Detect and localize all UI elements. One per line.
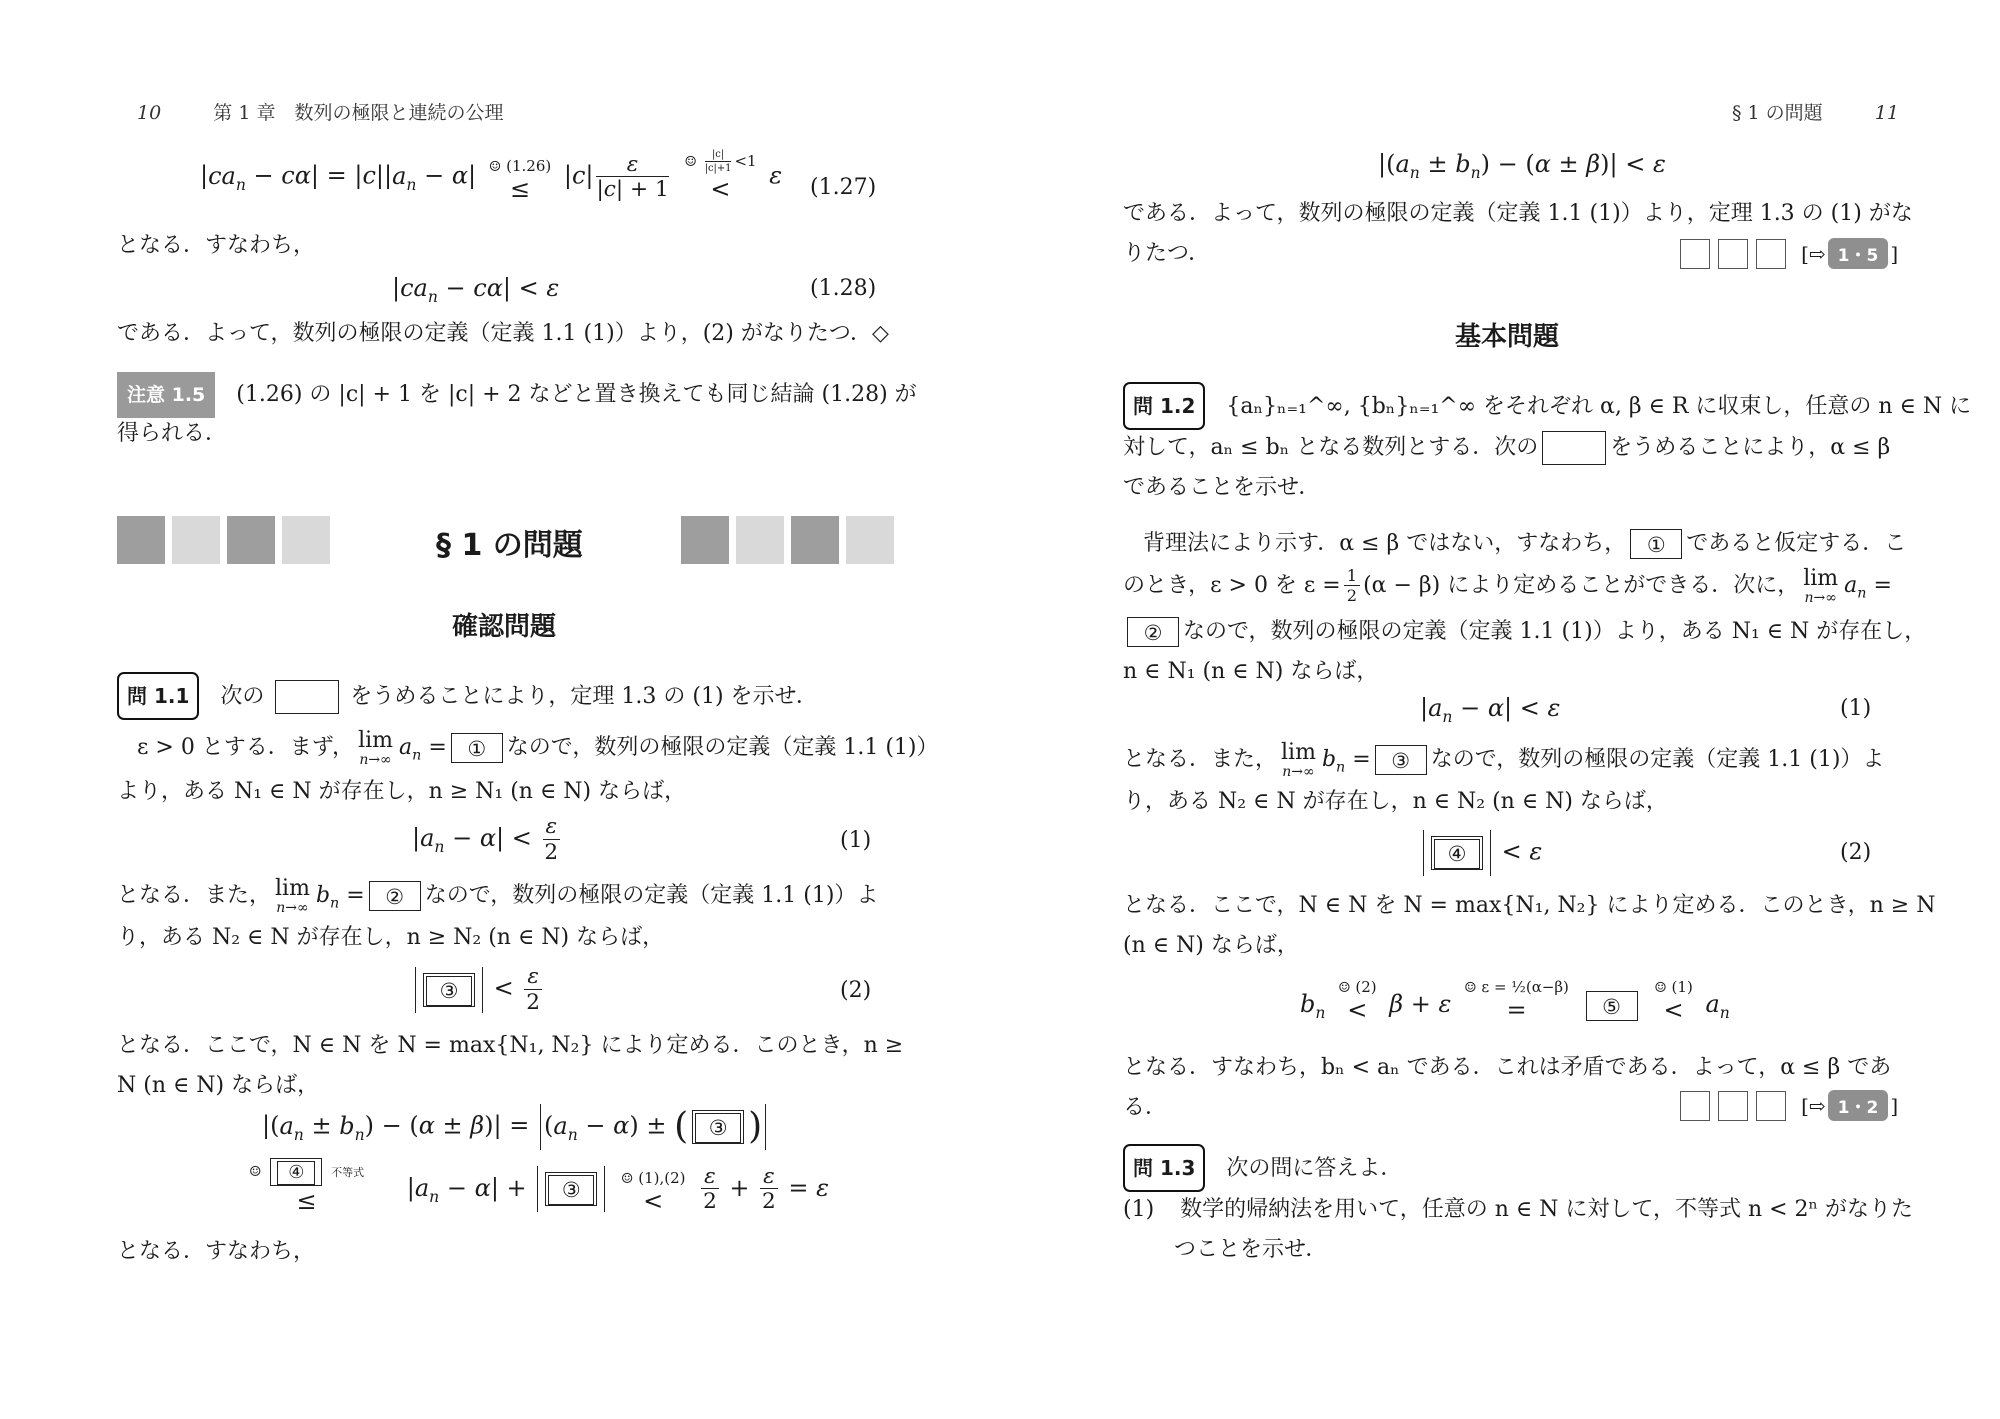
p12-line-2: 対して，aₙ ≤ bₙ となる数列とする．次の をうめることにより，α ≤ β: [1123, 428, 1890, 468]
proof-line-3: となる．また， lim n→∞ $b_n$ = ② なので，数列の極限の定義（定義 1.1 (1)）よ: [117, 875, 879, 916]
blank-box[interactable]: ③: [545, 1172, 597, 1206]
deco-block: [736, 516, 784, 564]
equation-3b: ☺ ④ 不等式 ≤ $|a_n - \alpha|$ + ③ ☺ (1),(2) < $\frac{\varepsilon}{2}$ + $\frac{\varepsilon}{2}$ = ε: [244, 1158, 829, 1213]
deco-block: [227, 516, 275, 564]
blank-box[interactable]: ②: [1127, 617, 1179, 647]
p12-line-8: となる．また， lim n→∞ $b_n$ = ③ なので，数列の極限の定義（定義 1.1 (1)）よ: [1123, 739, 1885, 780]
p12-line-5: のとき，ε > 0 を ε = $\frac{1}{2}$ (α − β) により定めることができる．次に， lim n→∞ $a_n$ =: [1123, 565, 1892, 606]
equation-r3: $b_n$ ☺ (2) < β + ε ☺ ε = ½(α−β) = ⑤ ☺ (1) < $a_n$: [1300, 978, 1730, 1024]
right-running-header: [1732, 98, 1899, 125]
deco-block: [282, 516, 330, 564]
deco-block: [846, 516, 894, 564]
section-header: § 1 の問題: [1732, 102, 1823, 124]
p12-line-12: となる．すなわち，bₙ < aₙ である．これは矛盾である．よって，α ≤ β であ: [1123, 1055, 1892, 1080]
chapter-title: 第 1 章 数列の極限と連続の公理: [213, 102, 504, 124]
p12-line-4: 背理法により示す．α ≤ β ではない，すなわち， ① であると仮定する．こ: [1143, 531, 1907, 557]
text-conclusion-1: である．よって，数列の極限の定義（定義 1.1 (1)）より，(2) がなりたつ．◇: [117, 321, 889, 346]
check-box[interactable]: [1680, 1091, 1710, 1121]
problem-label: 問 1.3: [1123, 1144, 1205, 1192]
blank-box[interactable]: ③: [423, 973, 475, 1007]
proof-line-2: より，ある N₁ ∈ N が存在し，n ≥ N₁ (n ∈ N) ならば，: [117, 779, 687, 804]
deco-block: [681, 516, 729, 564]
equation-number: (1): [840, 828, 872, 853]
proof-line-5: となる．ここで，N ∈ N を N = max{N₁, N₂} により定める．このとき，n ≥: [117, 1033, 904, 1058]
text-sunawachi: となる．すなわち，: [117, 233, 316, 258]
right-page-number: 11: [1874, 102, 1899, 124]
checkbox-group-1: [⇨ 1・5 ]: [1680, 238, 1900, 269]
note-text-line2: 得られる．: [117, 421, 228, 446]
equation-1-28: $|ca_n - c\alpha| < \varepsilon$: [392, 274, 560, 306]
blank-box[interactable]: ⑤: [1586, 991, 1638, 1021]
checkbox-group-2: [⇨ 1・2 ]: [1680, 1090, 1900, 1121]
problem-label: 問 1.2: [1123, 382, 1205, 430]
blank-box[interactable]: [1542, 431, 1606, 465]
p12-line-3: であることを示せ．: [1123, 475, 1321, 500]
problem-1-2: 問 1.2 {aₙ}ₙ₌₁^∞, {bₙ}ₙ₌₁^∞ をそれぞれ α, β ∈ R に収束し，任意の n ∈ N に: [1123, 382, 1971, 430]
proof-line-7: となる．すなわち，: [117, 1239, 316, 1264]
p12-line-9: り，ある N₂ ∈ N が存在し，n ∈ N₂ (n ∈ N) ならば，: [1123, 789, 1668, 814]
equation-r2: ④ < ε: [1420, 830, 1542, 876]
equation-1-27: $|ca_n - c\alpha| = |c||a_n - \alpha|$ ☺ (1.26) ≤ |c| $\frac{\varepsilon}{|c| + 1}$ ☺ $\frac{|c|}{|c|+1}$ <1 < ε: [200, 149, 783, 203]
p12-line-6: ② なので，数列の極限の定義（定義 1.1 (1)）より，ある N₁ ∈ N が存在し，: [1123, 612, 1926, 652]
note-1-5: [117, 372, 917, 418]
blank-box[interactable]: ③: [1375, 745, 1427, 775]
blank-box[interactable]: ④: [1431, 836, 1483, 870]
left-page-number: 10: [137, 102, 162, 124]
ref-badge[interactable]: 1・2: [1828, 1090, 1889, 1121]
equation-number-1-27: (1.27): [810, 175, 877, 200]
check-box[interactable]: [1756, 239, 1786, 269]
equation-1: $|a_n - \alpha|$ < $\frac{\varepsilon}{2}$: [412, 814, 559, 865]
p12-line-13: る．: [1123, 1095, 1168, 1120]
equation-number-1-28: (1.28): [810, 276, 877, 301]
equation-2: ③ < $\frac{\varepsilon}{2}$: [412, 966, 545, 1013]
blank-box[interactable]: ③: [692, 1110, 744, 1144]
check-box[interactable]: [1680, 239, 1710, 269]
proof-line-6: N (n ∈ N) ならば，: [117, 1073, 320, 1098]
right-page: [1000, 0, 2000, 1419]
right-line-1: である．よって，数列の極限の定義（定義 1.1 (1)）より，定理 1.3 の (1) がな: [1123, 201, 1913, 226]
problem-label: 問 1.1: [117, 672, 199, 720]
equation-number: (1): [1840, 696, 1872, 721]
check-box[interactable]: [1718, 1091, 1748, 1121]
note-label: 注意 1.5: [117, 372, 215, 418]
problem-1-3-item-1-line2: つことを示せ．: [1174, 1237, 1328, 1262]
deco-block: [791, 516, 839, 564]
problem-1-3-item-1: (1) 数学的帰納法を用いて，任意の n ∈ N に対して，不等式 n < 2ⁿ がなりた: [1123, 1197, 1914, 1222]
p12-line-10: となる．ここで，N ∈ N を N = max{N₁, N₂} により定める．このとき，n ≥ N: [1123, 893, 1936, 918]
ref-arrow-icon: [⇨: [1801, 1093, 1826, 1118]
equation-3a: $|(a_n \pm b_n) - (\alpha \pm \beta)| = (a_n - \alpha)$ ± ( ③ ): [262, 1104, 769, 1150]
problem-1-3: 問 1.3 次の問に答えよ．: [1123, 1144, 1402, 1192]
deco-block: [172, 516, 220, 564]
right-line-2: りたつ．: [1123, 241, 1211, 266]
blank-box[interactable]: ②: [369, 881, 421, 911]
blank-box[interactable]: [275, 680, 339, 714]
blank-box[interactable]: ①: [1630, 529, 1682, 559]
proof-line-1: ε > 0 とする．まず， lim n→∞ $a_n$ = ① なので，数列の極限の定義（定義 1.1 (1)）: [137, 727, 939, 768]
ref-arrow-icon: [⇨: [1801, 241, 1826, 266]
check-box[interactable]: [1756, 1091, 1786, 1121]
left-running-header: [137, 98, 503, 125]
subsection-confirm: 確認問題: [452, 612, 557, 642]
check-box[interactable]: [1718, 239, 1748, 269]
section-title: § 1 の問題: [436, 528, 583, 563]
equation-number: (2): [1840, 840, 1872, 865]
proof-line-4: り，ある N₂ ∈ N が存在し，n ≥ N₂ (n ∈ N) ならば，: [117, 925, 665, 950]
note-text-line1: (1.26) の |c| + 1 を |c| + 2 などと置き換えても同じ結論 (1.28) が: [236, 382, 917, 407]
subsection-basic: 基本問題: [1455, 322, 1560, 352]
p12-line-11: (n ∈ N) ならば，: [1123, 933, 1299, 958]
equation-r1: $|a_n - \alpha| < \varepsilon$: [1420, 694, 1561, 726]
ref-badge[interactable]: 1・5: [1828, 238, 1889, 269]
problem-1-1: 問 1.1 次の をうめることにより，定理 1.3 の (1) を示せ．: [117, 672, 818, 720]
equation-number: (2): [840, 978, 872, 1003]
blank-box[interactable]: ①: [451, 733, 503, 763]
p12-line-7: n ∈ N₁ (n ∈ N) ならば，: [1123, 659, 1379, 684]
deco-block: [117, 516, 165, 564]
equation-final: $|(a_n \pm b_n) - (\alpha \pm \beta)| < \varepsilon$: [1378, 150, 1666, 182]
